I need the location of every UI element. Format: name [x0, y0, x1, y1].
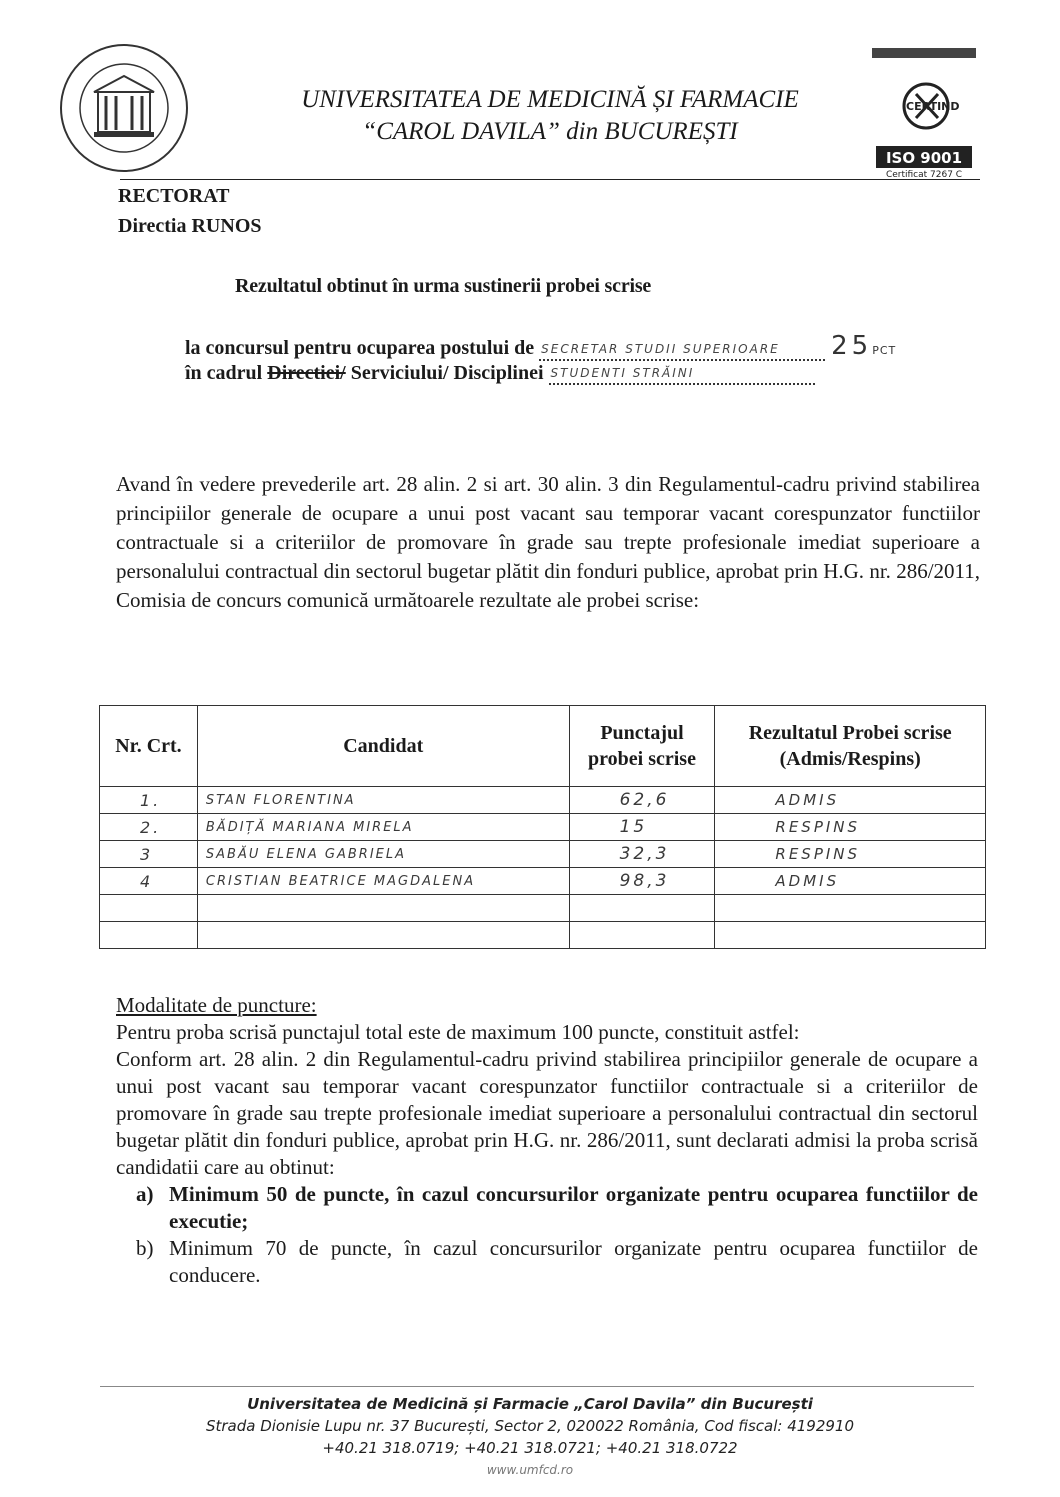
document-title: Rezultatul obtinut în urma sustinerii probei scrise — [235, 275, 652, 297]
row-score — [569, 895, 715, 922]
post-extra-number: 25 — [831, 331, 873, 361]
row-result — [715, 895, 986, 922]
row-name — [197, 922, 569, 949]
scoring-method-title: Modalitate de puncture: — [116, 993, 317, 1017]
row-result: RESPINS — [715, 841, 986, 868]
scoring-method-intro: Pentru proba scrisă punctajul total este de maximum 100 puncte, constituit astfel: — [116, 1020, 800, 1044]
row-name: SABĂU ELENA GABRIELA — [197, 841, 569, 868]
footer-divider — [100, 1386, 974, 1387]
list-text: Minimum 50 de puncte, în cazul concursurilor organizate pentru ocuparea functiilor de executie; — [169, 1182, 978, 1233]
header-divider — [120, 179, 980, 180]
row-score: 62,6 — [569, 787, 715, 814]
row-nr: 4 — [100, 868, 198, 895]
row-score: 98,3 — [569, 868, 715, 895]
university-name — [220, 84, 880, 148]
row-name — [197, 895, 569, 922]
table-row — [100, 787, 986, 814]
list-item — [136, 1181, 978, 1235]
row-result: ADMIS — [715, 787, 986, 814]
header-candidat: Candidat — [197, 706, 569, 787]
iso-top-text: CERTIND — [906, 100, 960, 113]
scoring-criteria-list — [116, 1181, 978, 1289]
post-line — [185, 331, 896, 361]
results-table — [99, 705, 986, 949]
list-marker: b) — [136, 1236, 154, 1260]
footer-website: www.umfcd.ro — [486, 1463, 574, 1477]
table-row — [100, 922, 986, 949]
university-name-line2: “CAROL DAVILA” din BUCUREȘTI — [362, 118, 738, 145]
row-name: BĂDIȚĂ MARIANA MIRELA — [197, 814, 569, 841]
header-rezultat: Rezultatul Probei scrise (Admis/Respins) — [715, 706, 986, 787]
row-nr — [100, 922, 198, 949]
footer-phones: +40.21 318.0719; +40.21 318.0721; +40.21 318.0722 — [322, 1439, 738, 1457]
post-extra-small: PCT — [872, 344, 897, 357]
dept-label-prefix: în cadrul — [185, 362, 263, 384]
row-score: 15 — [569, 814, 715, 841]
list-marker: a) — [136, 1182, 154, 1206]
row-name: CRISTIAN BEATRICE MAGDALENA — [197, 868, 569, 895]
intro-paragraph: Avand în vedere prevederile art. 28 alin. 2 si art. 30 alin. 3 din Regulamentul-cadru privind stabilirea principiilor generale de ocupare a unui post vacant sau temporar vacant corespunzator functiilor contractuale si a criteriilor de promovare în grade sau trepte profesionale imediat superioare a personalului contractual din sectorul bugetar plătit din fonduri publice, aprobat prin H.G. nr. 286/2011, Comisia de concurs comunică următoarele rezultate ale probei scrise: — [116, 472, 980, 612]
row-nr: 2. — [100, 814, 198, 841]
table-row — [100, 868, 986, 895]
row-result — [715, 922, 986, 949]
row-nr — [100, 895, 198, 922]
row-name: STAN FLORENTINA — [197, 787, 569, 814]
row-nr: 3 — [100, 841, 198, 868]
dept-label-rest: Serviciului/ Disciplinei — [350, 362, 544, 384]
table-row — [100, 895, 986, 922]
iso-certification-logo — [868, 46, 980, 180]
post-value: SECRETAR STUDII SUPERIOARE — [539, 341, 825, 361]
iso-label: ISO 9001 — [885, 149, 963, 167]
row-score — [569, 922, 715, 949]
row-score: 32,3 — [569, 841, 715, 868]
dept-label-strike: Directiei/ — [267, 362, 346, 384]
department-runos: Directia RUNOS — [118, 215, 262, 237]
table-row — [100, 841, 986, 868]
row-result: RESPINS — [715, 814, 986, 841]
list-item — [136, 1235, 978, 1289]
table-header-row — [100, 706, 986, 787]
row-nr: 1. — [100, 787, 198, 814]
scoring-method-paragraph: Conform art. 28 alin. 2 din Regulamentul-cadru privind stabilirea principiilor generale de ocupare a unui post vacant sau temporar vacant corespunzator functiilor contractuale si a criteriilor de promovare în grade sau trepte profesionale imediat superioare a personalului contractual din sectorul bugetar plătit din fonduri publice, aprobat prin H.G. nr. 286/2011, sunt declarati admisi la proba scrisă candidatii care au obtinut: — [116, 1047, 978, 1179]
scoring-method-section — [116, 992, 978, 1289]
page-footer — [120, 1393, 940, 1481]
table-row — [100, 814, 986, 841]
header-nr: Nr. Crt. — [100, 706, 198, 787]
university-name-line1: UNIVERSITATEA DE MEDICINĂ ȘI FARMACIE — [301, 86, 799, 113]
department-line — [185, 362, 815, 385]
post-label: la concursul pentru ocuparea postului de — [185, 337, 535, 359]
iso-cert-number: Certificat 7267 C — [885, 170, 963, 180]
footer-address: Strada Dionisie Lupu nr. 37 București, Sector 2, 020022 România, Cod fiscal: 4192910 — [205, 1417, 855, 1435]
post-extra-note — [831, 331, 896, 361]
header-punctaj: Punctajul probei scrise — [569, 706, 715, 787]
department-rectorat: RECTORAT — [118, 185, 230, 207]
list-text: Minimum 70 de puncte, în cazul concursurilor organizate pentru ocuparea functiilor de conducere. — [169, 1236, 978, 1287]
university-seal — [58, 42, 190, 174]
footer-university-name: Universitatea de Medicină și Farmacie „Carol Davila” din București — [247, 1395, 813, 1413]
dept-value: STUDENTI STRĂINI — [549, 365, 815, 385]
row-result: ADMIS — [715, 868, 986, 895]
